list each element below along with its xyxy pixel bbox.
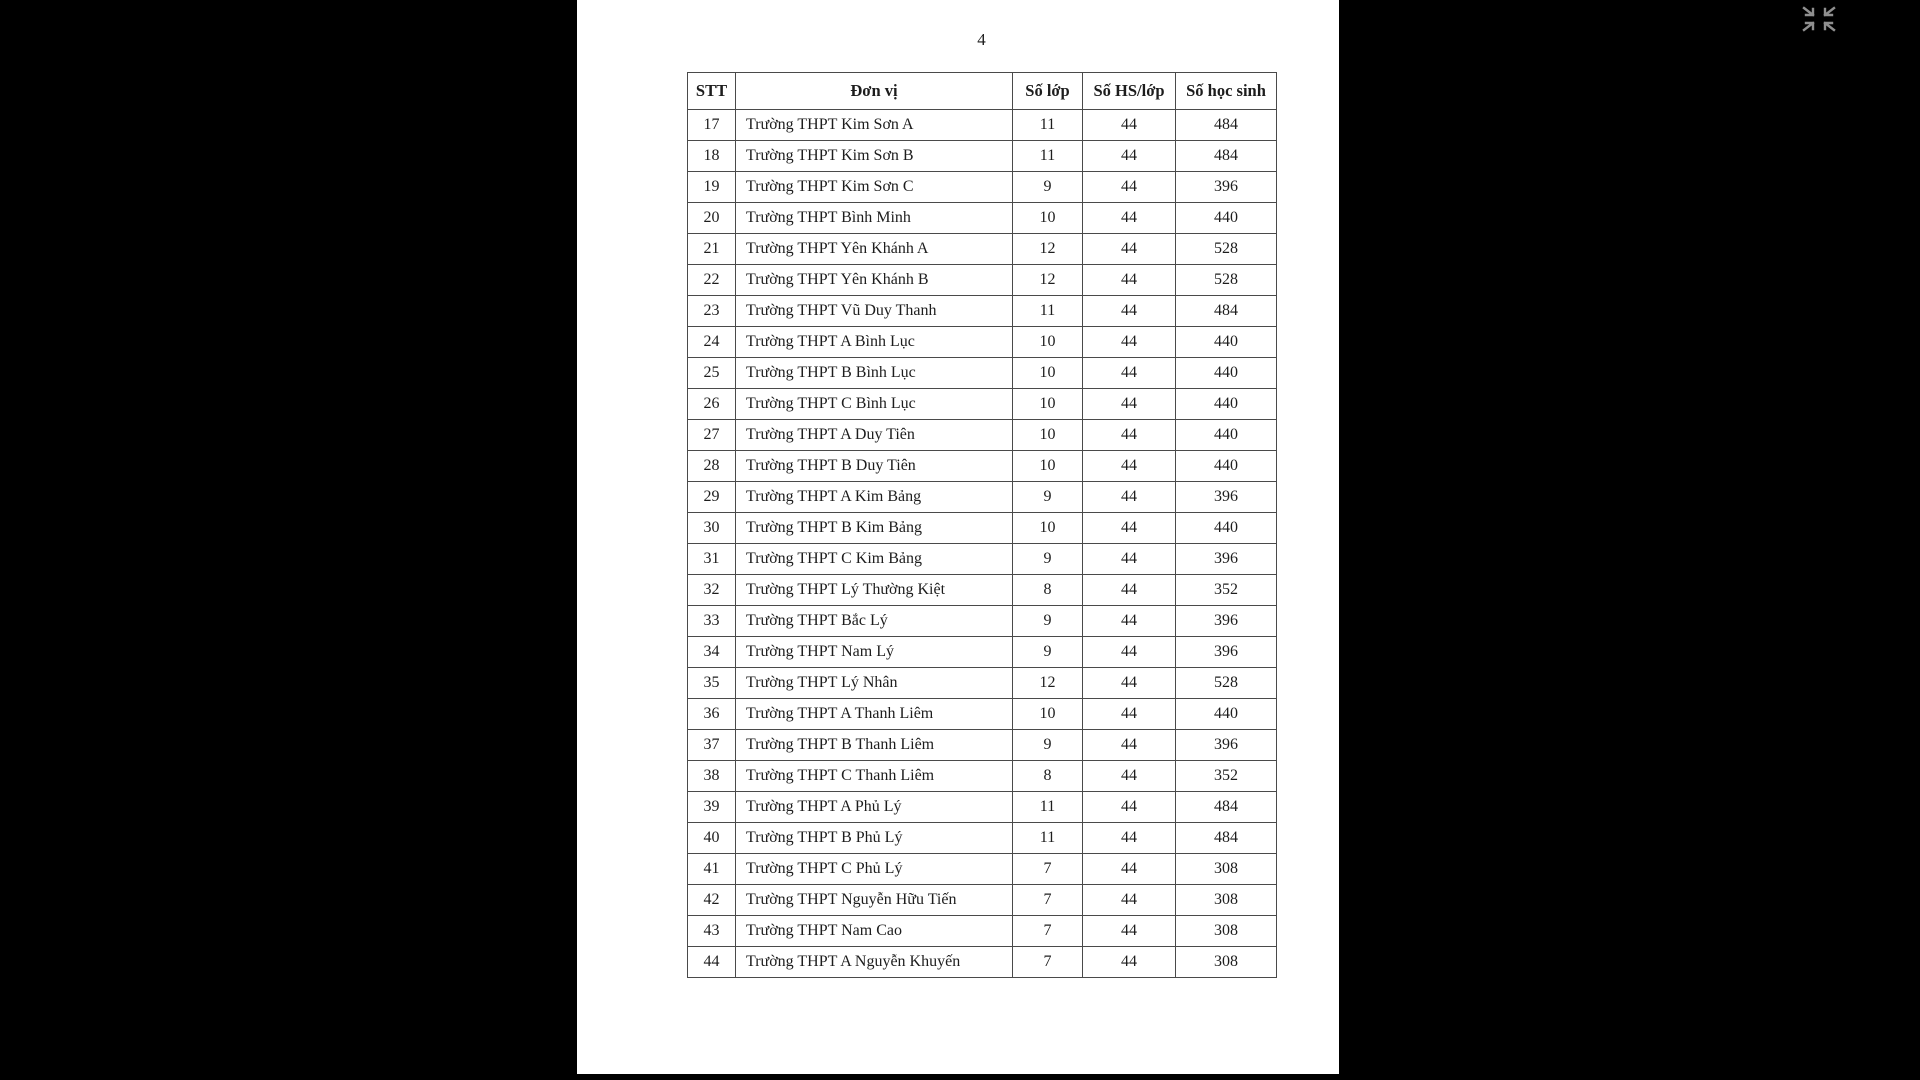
cell-so-hoc-sinh: 528: [1176, 668, 1277, 699]
cell-don-vi: Trường THPT Nguyễn Hữu Tiến: [736, 885, 1013, 916]
cell-so-hoc-sinh: 308: [1176, 885, 1277, 916]
column-header: Đơn vị: [736, 73, 1013, 110]
cell-so-hs-lop: 44: [1083, 234, 1176, 265]
cell-so-hoc-sinh: 484: [1176, 296, 1277, 327]
table-row: [688, 544, 1277, 575]
cell-so-hs-lop: 44: [1083, 854, 1176, 885]
cell-stt: 20: [688, 203, 736, 234]
cell-so-hoc-sinh: 396: [1176, 544, 1277, 575]
cell-stt: 35: [688, 668, 736, 699]
table-row: [688, 358, 1277, 389]
cell-so-hoc-sinh: 484: [1176, 792, 1277, 823]
cell-don-vi: Trường THPT Lý Thường Kiệt: [736, 575, 1013, 606]
cell-stt: 38: [688, 761, 736, 792]
cell-so-hoc-sinh: 484: [1176, 823, 1277, 854]
table-row: [688, 110, 1277, 141]
cell-so-hs-lop: 44: [1083, 792, 1176, 823]
cell-so-lop: 10: [1013, 389, 1083, 420]
cell-don-vi: Trường THPT C Thanh Liêm: [736, 761, 1013, 792]
table-row: [688, 172, 1277, 203]
cell-so-hoc-sinh: 440: [1176, 327, 1277, 358]
table-row: [688, 730, 1277, 761]
cell-so-lop: 10: [1013, 451, 1083, 482]
cell-so-lop: 8: [1013, 761, 1083, 792]
cell-so-hs-lop: 44: [1083, 823, 1176, 854]
cell-so-hoc-sinh: 352: [1176, 761, 1277, 792]
cell-so-hoc-sinh: 440: [1176, 203, 1277, 234]
cell-so-lop: 9: [1013, 544, 1083, 575]
cell-don-vi: Trường THPT B Phủ Lý: [736, 823, 1013, 854]
cell-so-hs-lop: 44: [1083, 172, 1176, 203]
cell-stt: 41: [688, 854, 736, 885]
cell-so-hoc-sinh: 440: [1176, 358, 1277, 389]
cell-so-lop: 11: [1013, 792, 1083, 823]
cell-so-hoc-sinh: 308: [1176, 916, 1277, 947]
cell-don-vi: Trường THPT B Thanh Liêm: [736, 730, 1013, 761]
cell-don-vi: Trường THPT A Kim Bảng: [736, 482, 1013, 513]
cell-don-vi: Trường THPT Bắc Lý: [736, 606, 1013, 637]
exit-fullscreen-icon[interactable]: [1801, 5, 1837, 33]
cell-stt: 42: [688, 885, 736, 916]
cell-don-vi: Trường THPT Yên Khánh A: [736, 234, 1013, 265]
table-row: [688, 420, 1277, 451]
table-row: [688, 823, 1277, 854]
cell-don-vi: Trường THPT C Kim Bảng: [736, 544, 1013, 575]
cell-so-hs-lop: 44: [1083, 947, 1176, 978]
cell-so-hs-lop: 44: [1083, 110, 1176, 141]
cell-stt: 28: [688, 451, 736, 482]
cell-so-lop: 9: [1013, 637, 1083, 668]
cell-so-lop: 10: [1013, 203, 1083, 234]
cell-stt: 43: [688, 916, 736, 947]
cell-so-hs-lop: 44: [1083, 575, 1176, 606]
table-row: [688, 637, 1277, 668]
cell-so-hoc-sinh: 396: [1176, 606, 1277, 637]
cell-so-lop: 11: [1013, 141, 1083, 172]
cell-stt: 32: [688, 575, 736, 606]
cell-stt: 18: [688, 141, 736, 172]
cell-so-lop: 9: [1013, 606, 1083, 637]
cell-so-hs-lop: 44: [1083, 637, 1176, 668]
table-row: [688, 761, 1277, 792]
cell-so-hs-lop: 44: [1083, 141, 1176, 172]
cell-so-hs-lop: 44: [1083, 513, 1176, 544]
cell-stt: 37: [688, 730, 736, 761]
cell-so-hs-lop: 44: [1083, 668, 1176, 699]
cell-so-lop: 7: [1013, 916, 1083, 947]
cell-don-vi: Trường THPT A Nguyễn Khuyến: [736, 947, 1013, 978]
table-row: [688, 575, 1277, 606]
cell-so-hs-lop: 44: [1083, 327, 1176, 358]
cell-so-hs-lop: 44: [1083, 544, 1176, 575]
cell-so-hoc-sinh: 308: [1176, 854, 1277, 885]
cell-so-lop: 10: [1013, 699, 1083, 730]
cell-so-hoc-sinh: 396: [1176, 172, 1277, 203]
cell-so-hs-lop: 44: [1083, 482, 1176, 513]
cell-don-vi: Trường THPT A Bình Lục: [736, 327, 1013, 358]
cell-so-hs-lop: 44: [1083, 606, 1176, 637]
table-row: [688, 482, 1277, 513]
table-row: [688, 885, 1277, 916]
cell-so-lop: 12: [1013, 234, 1083, 265]
cell-don-vi: Trường THPT C Phủ Lý: [736, 854, 1013, 885]
table-row: [688, 699, 1277, 730]
cell-so-lop: 12: [1013, 668, 1083, 699]
cell-stt: 29: [688, 482, 736, 513]
cell-so-lop: 10: [1013, 420, 1083, 451]
cell-so-lop: 10: [1013, 513, 1083, 544]
column-header: STT: [688, 73, 736, 110]
cell-so-hs-lop: 44: [1083, 451, 1176, 482]
cell-so-lop: 11: [1013, 110, 1083, 141]
cell-don-vi: Trường THPT A Thanh Liêm: [736, 699, 1013, 730]
cell-so-hs-lop: 44: [1083, 389, 1176, 420]
cell-stt: 36: [688, 699, 736, 730]
table-row: [688, 203, 1277, 234]
cell-stt: 27: [688, 420, 736, 451]
cell-so-hoc-sinh: 440: [1176, 420, 1277, 451]
cell-stt: 31: [688, 544, 736, 575]
cell-don-vi: Trường THPT Kim Sơn B: [736, 141, 1013, 172]
cell-stt: 21: [688, 234, 736, 265]
cell-don-vi: Trường THPT Lý Nhân: [736, 668, 1013, 699]
cell-so-lop: 7: [1013, 885, 1083, 916]
cell-stt: 30: [688, 513, 736, 544]
cell-don-vi: Trường THPT Kim Sơn C: [736, 172, 1013, 203]
cell-so-lop: 12: [1013, 265, 1083, 296]
cell-don-vi: Trường THPT A Duy Tiên: [736, 420, 1013, 451]
cell-stt: 44: [688, 947, 736, 978]
table-row: [688, 513, 1277, 544]
cell-stt: 33: [688, 606, 736, 637]
column-header: Số lớp: [1013, 73, 1083, 110]
cell-so-lop: 7: [1013, 947, 1083, 978]
table-body: [688, 110, 1277, 978]
table-row: [688, 296, 1277, 327]
column-header: Số học sinh: [1176, 73, 1277, 110]
cell-so-hoc-sinh: 396: [1176, 730, 1277, 761]
cell-so-lop: 11: [1013, 823, 1083, 854]
cell-so-lop: 10: [1013, 327, 1083, 358]
cell-so-hoc-sinh: 528: [1176, 265, 1277, 296]
cell-so-lop: 10: [1013, 358, 1083, 389]
cell-so-lop: 9: [1013, 730, 1083, 761]
cell-so-hs-lop: 44: [1083, 699, 1176, 730]
cell-don-vi: Trường THPT Kim Sơn A: [736, 110, 1013, 141]
cell-so-hs-lop: 44: [1083, 730, 1176, 761]
cell-don-vi: Trường THPT Nam Lý: [736, 637, 1013, 668]
cell-stt: 22: [688, 265, 736, 296]
school-table: [687, 72, 1277, 978]
cell-don-vi: Trường THPT B Kim Bảng: [736, 513, 1013, 544]
cell-so-lop: 9: [1013, 482, 1083, 513]
page-number: 4: [977, 30, 986, 49]
cell-stt: 23: [688, 296, 736, 327]
cell-so-lop: 7: [1013, 854, 1083, 885]
table-row: [688, 668, 1277, 699]
cell-stt: 17: [688, 110, 736, 141]
cell-so-hoc-sinh: 440: [1176, 513, 1277, 544]
cell-don-vi: Trường THPT B Duy Tiên: [736, 451, 1013, 482]
cell-so-hs-lop: 44: [1083, 296, 1176, 327]
cell-so-hs-lop: 44: [1083, 358, 1176, 389]
cell-so-hs-lop: 44: [1083, 203, 1176, 234]
table-header-row: [688, 73, 1277, 110]
cell-don-vi: Trường THPT Nam Cao: [736, 916, 1013, 947]
cell-so-hoc-sinh: 440: [1176, 389, 1277, 420]
cell-stt: 24: [688, 327, 736, 358]
cell-don-vi: Trường THPT A Phủ Lý: [736, 792, 1013, 823]
table-row: [688, 606, 1277, 637]
table-row: [688, 792, 1277, 823]
cell-so-lop: 11: [1013, 296, 1083, 327]
cell-so-hoc-sinh: 352: [1176, 575, 1277, 606]
cell-don-vi: Trường THPT B Bình Lục: [736, 358, 1013, 389]
cell-so-hoc-sinh: 484: [1176, 141, 1277, 172]
cell-stt: 26: [688, 389, 736, 420]
cell-so-hoc-sinh: 484: [1176, 110, 1277, 141]
cell-so-lop: 9: [1013, 172, 1083, 203]
cell-so-hs-lop: 44: [1083, 916, 1176, 947]
cell-so-hs-lop: 44: [1083, 420, 1176, 451]
cell-so-hoc-sinh: 440: [1176, 699, 1277, 730]
cell-stt: 25: [688, 358, 736, 389]
cell-stt: 40: [688, 823, 736, 854]
cell-don-vi: Trường THPT C Bình Lục: [736, 389, 1013, 420]
cell-so-hoc-sinh: 396: [1176, 482, 1277, 513]
table-row: [688, 141, 1277, 172]
table-row: [688, 234, 1277, 265]
table-row: [688, 389, 1277, 420]
cell-so-hoc-sinh: 528: [1176, 234, 1277, 265]
table-row: [688, 947, 1277, 978]
table-row: [688, 451, 1277, 482]
column-header: Số HS/lớp: [1083, 73, 1176, 110]
table-row: [688, 265, 1277, 296]
document-page: [577, 0, 1339, 1074]
cell-so-hoc-sinh: 396: [1176, 637, 1277, 668]
cell-don-vi: Trường THPT Vũ Duy Thanh: [736, 296, 1013, 327]
cell-don-vi: Trường THPT Yên Khánh B: [736, 265, 1013, 296]
cell-so-hoc-sinh: 440: [1176, 451, 1277, 482]
cell-so-hs-lop: 44: [1083, 761, 1176, 792]
cell-so-lop: 8: [1013, 575, 1083, 606]
cell-stt: 39: [688, 792, 736, 823]
cell-so-hs-lop: 44: [1083, 265, 1176, 296]
cell-don-vi: Trường THPT Bình Minh: [736, 203, 1013, 234]
cell-stt: 34: [688, 637, 736, 668]
cell-so-hoc-sinh: 308: [1176, 947, 1277, 978]
table-row: [688, 916, 1277, 947]
table-row: [688, 327, 1277, 358]
cell-so-hs-lop: 44: [1083, 885, 1176, 916]
table-row: [688, 854, 1277, 885]
cell-stt: 19: [688, 172, 736, 203]
